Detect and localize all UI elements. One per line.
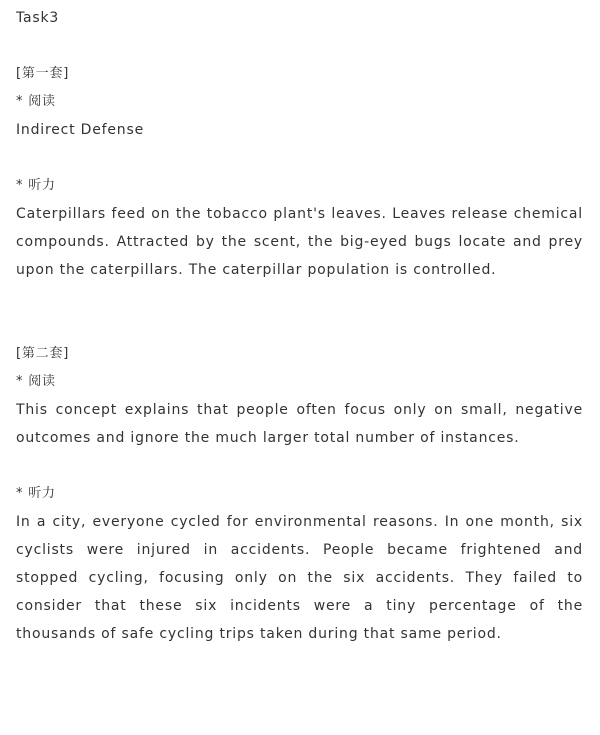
set-1-label: [第一套] — [16, 66, 70, 81]
spacer — [16, 284, 583, 312]
spacer — [16, 452, 583, 480]
set-2-reading-heading: * 阅读 — [16, 374, 56, 389]
set-2-listening-text: In a city, everyone cycled for environmental reasons. In one month, six cyclists were injured in accidents. People became frightened and stopped cycling, focusing only on the six accidents. They failed to consider that these six incidents were a tiny percentage of the thousands of safe cycling trips taken during that same period. — [16, 514, 583, 642]
spacer — [16, 32, 583, 60]
document-body — [16, 4, 583, 648]
set-1-reading-heading: * 阅读 — [16, 94, 56, 109]
set-1-reading-text: Indirect Defense — [16, 122, 144, 138]
set-2 — [16, 340, 583, 648]
spacer — [16, 144, 583, 172]
set-1-listening-text: Caterpillars feed on the tobacco plant's leaves. Leaves release chemical compounds. Attracted by the scent, the big-eyed bugs locate and prey upon the caterpillars. The caterpillar population is controlled. — [16, 206, 583, 278]
set-1-listening-heading: * 听力 — [16, 178, 56, 193]
set-2-listening-heading: * 听力 — [16, 486, 56, 501]
task-title: Task3 — [16, 10, 60, 26]
set-2-reading-text: This concept explains that people often focus only on small, negative outcomes and ignore the much larger total number of instances. — [16, 402, 583, 446]
set-2-label: [第二套] — [16, 346, 70, 361]
set-1 — [16, 60, 583, 284]
spacer — [16, 312, 583, 340]
